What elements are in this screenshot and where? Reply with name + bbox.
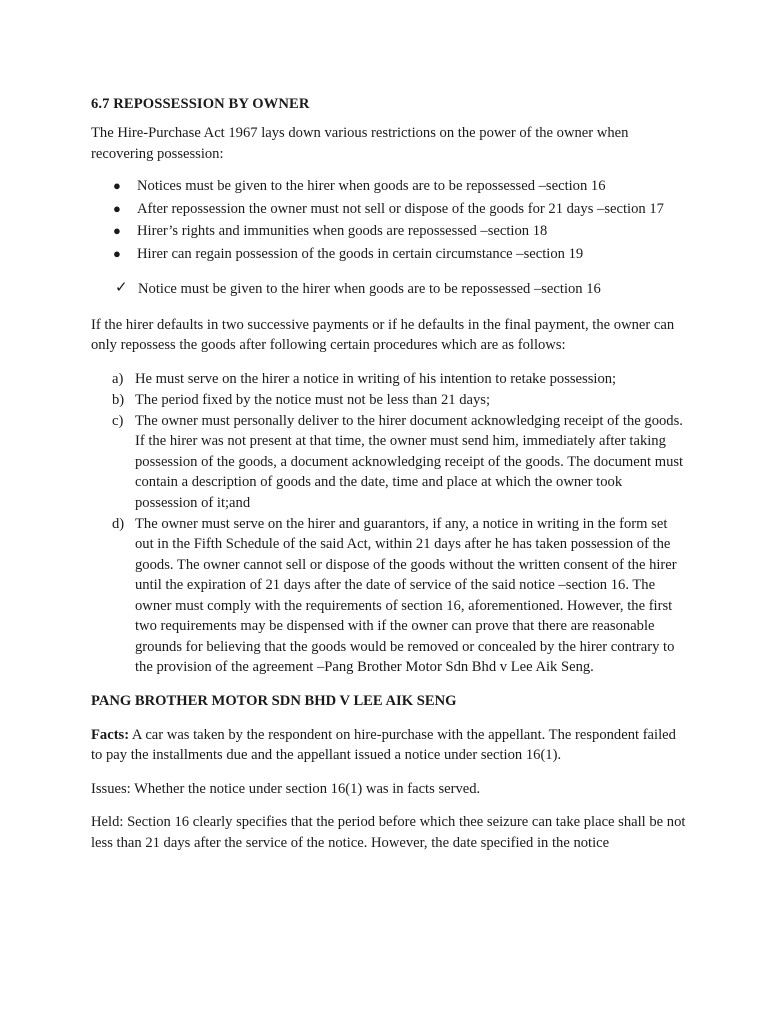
facts-paragraph xyxy=(91,725,688,766)
list-marker: d) xyxy=(112,515,125,532)
list-item xyxy=(91,244,688,265)
list-item xyxy=(91,369,688,390)
list-item-text: Hirer’s rights and immunities when goods are repossessed –section 18 xyxy=(137,223,548,239)
facts-text: A car was taken by the respondent on hire-purchase with the appellant. The respondent failed to pay the installments due and the appellant issued a notice under section 16(1). xyxy=(91,726,676,763)
list-item-text: The owner must serve on the hirer and guarantors, if any, a notice in writing in the form set out in the Fifth Schedule of the said Act, within 21 days after he has taken possession of the goods. The owner cannot sell or dispose of the goods without the written consent of the hirer until the expiration of 21 days after the date of service of the said notice –section 16. The owner must comply with the requirements of section 16, aforementioned. However, the first two requirements may be dispensed with if the owner can prove that there are reasonable grounds for believing that the goods would be removed or concealed by the hirer contrary to the provision of the agreement –Pang Brother Motor Sdn Bhd v Lee Aik Seng. xyxy=(135,515,677,675)
bullet-icon: ● xyxy=(113,178,121,193)
procedures-list xyxy=(91,369,688,678)
section-heading: 6.7 REPOSSESSION BY OWNER xyxy=(91,96,310,112)
checked-subheading-text: Notice must be given to the hirer when goods are to be repossessed –section 16 xyxy=(138,281,601,297)
list-item xyxy=(91,411,688,514)
list-item-text: The period fixed by the notice must not be less than 21 days; xyxy=(135,391,491,408)
list-marker: b) xyxy=(112,391,125,408)
list-item-text: Hirer can regain possession of the goods in certain circumstance –section 19 xyxy=(137,245,584,262)
facts-label: Facts: xyxy=(91,726,130,743)
issues-paragraph: Issues: Whether the notice under section 16(1) was in facts served. xyxy=(91,780,481,797)
bullet-icon: ● xyxy=(113,200,121,216)
bullet-icon: ● xyxy=(113,223,121,238)
list-item-text: He must serve on the hirer a notice in writing of his intention to retake possession; xyxy=(135,370,617,387)
list-item-text: After repossession the owner must not sell or dispose of the goods for 21 days –section 17 xyxy=(137,200,664,217)
list-item xyxy=(91,514,688,678)
restrictions-list xyxy=(91,176,688,264)
checked-subheading xyxy=(91,279,688,300)
list-item xyxy=(91,390,688,411)
case-heading: PANG BROTHER MOTOR SDN BHD V LEE AIK SENG xyxy=(91,692,457,709)
list-item-text: Notices must be given to the hirer when goods are to be repossessed –section 16 xyxy=(137,178,606,194)
list-item xyxy=(91,221,688,242)
list-marker: a) xyxy=(112,370,124,387)
bullet-icon: ● xyxy=(113,245,121,261)
list-item xyxy=(91,199,688,220)
intro-paragraph: The Hire-Purchase Act 1967 lays down various restrictions on the power of the owner when recovering possession: xyxy=(91,125,629,162)
held-paragraph: Held: Section 16 clearly specifies that the period before which thee seizure can take place shall be not less than 21 days after the service of the notice. However, the date specified in the notice xyxy=(91,814,686,851)
checkmark-icon: ✓ xyxy=(115,280,128,296)
list-item xyxy=(91,176,688,197)
defaults-paragraph: If the hirer defaults in two successive payments or if he defaults in the final payment, the owner can only repossess the goods after following certain procedures which are as follows: xyxy=(91,316,675,353)
list-item-text: The owner must personally deliver to the hirer document acknowledging receipt of the goods. If the hirer was not present at that time, the owner must send him, immediately after taking possession of the goods, a document acknowledging receipt of the goods. The document must contain a description of goods and the date, time and place at which the owner took possession of it;and xyxy=(135,412,684,511)
list-marker: c) xyxy=(112,412,124,429)
